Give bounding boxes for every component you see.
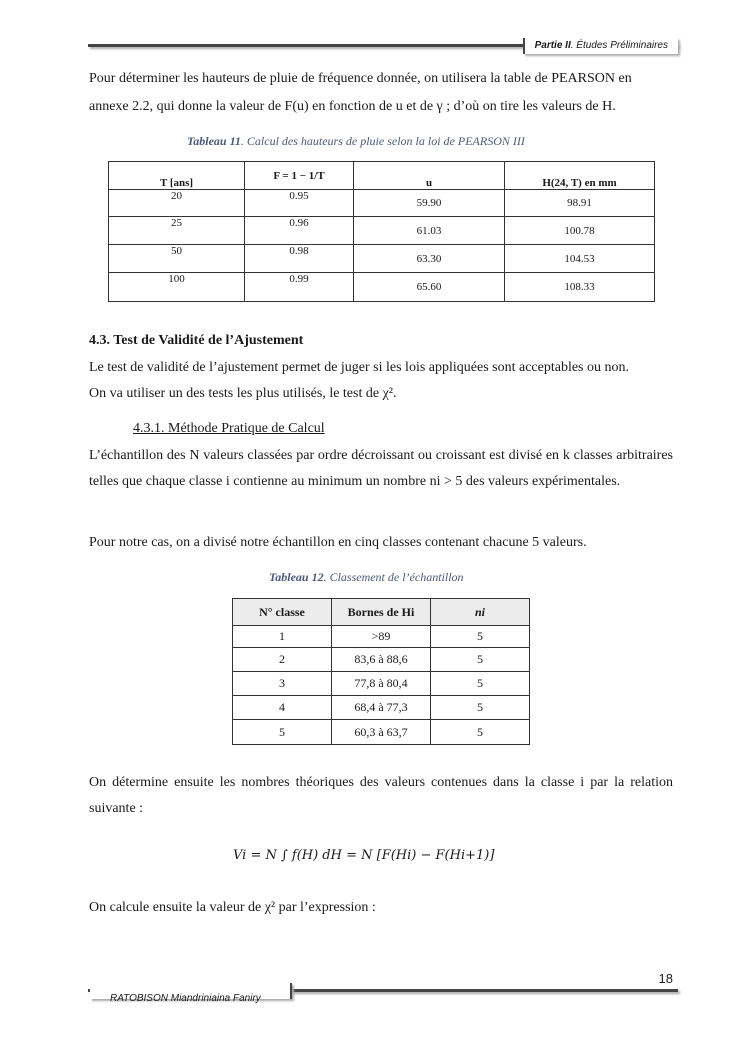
header-part: Partie II: [534, 40, 571, 51]
table11-header-cell: H(24, T) en mm: [505, 162, 655, 190]
table-cell: 68,4 à 77,3: [332, 696, 431, 720]
table11-caption-text: . Calcul des hauteurs de pluie selon la loi de PEARSON III: [240, 134, 525, 148]
table-cell: 63.30: [354, 245, 505, 273]
paragraph-4: Pour notre cas, on a divisé notre échantillon en cinq classes contenant chacune 5 valeurs.: [89, 535, 587, 550]
table-row: [233, 696, 530, 720]
table-cell: 1: [233, 626, 332, 648]
table-cell: >89: [332, 626, 431, 648]
table-cell: 98.91: [505, 190, 655, 217]
equation-vi: Vi = N ∫ f(H) dH = N [F(Hi) − F(Hi+1)]: [233, 848, 495, 863]
section-heading: 4.3. Test de Validité de l’Ajustement: [89, 333, 304, 348]
table12-header-cell: Bornes de Hi: [332, 599, 431, 626]
table-cell: 3: [233, 672, 332, 696]
table-cell: 5: [233, 720, 332, 745]
table-row: [109, 245, 655, 273]
table-cell: 5: [431, 720, 530, 745]
table-11: [108, 161, 655, 302]
table-cell: 5: [431, 626, 530, 648]
table-row: [233, 626, 530, 648]
paragraph-3: L’échantillon des N valeurs classées par ordre décroissant ou croissant est divisé en k classes arbitraires telles que chaque classe i contienne au minimum un nombre ni > 5 des valeurs expérimentales.: [89, 448, 673, 489]
table11-caption-label: Tableau 11: [187, 134, 241, 148]
table-cell: 59.90: [354, 190, 505, 217]
table12-header-cell: ni: [431, 599, 530, 626]
table11-header-cell: T [ans]: [109, 162, 245, 190]
table-cell: 83,6 à 88,6: [332, 648, 431, 672]
table12-header-row: [233, 599, 530, 626]
table-row: [233, 720, 530, 745]
table12-caption-label: Tableau 12: [269, 570, 324, 584]
table12-caption-text: . Classement de l’échantillon: [323, 570, 464, 584]
table-cell: 5: [431, 648, 530, 672]
table-12: [232, 598, 530, 745]
table-cell: 0.98: [245, 245, 354, 273]
paragraph-2a: Le test de validité de l’ajustement permet de juger si les lois appliquées sont acceptables ou non.: [89, 360, 630, 375]
table-cell: 5: [431, 696, 530, 720]
table-row: [109, 190, 655, 217]
paragraph-2b: On va utiliser un des tests les plus utilisés, le test de χ².: [89, 386, 397, 401]
table-cell: 100.78: [505, 217, 655, 245]
header-section: . Études Préliminaires: [570, 40, 668, 51]
table-row: [109, 273, 655, 302]
paragraph-5: On détermine ensuite les nombres théoriques des valeurs contenues dans la classe i par la relation suivante :: [89, 775, 673, 816]
subsection-heading: 4.3.1. Méthode Pratique de Calcul: [133, 421, 325, 436]
table-cell: 60,3 à 63,7: [332, 720, 431, 745]
table-cell: 4: [233, 696, 332, 720]
table11-header-cell: u: [354, 162, 505, 190]
paragraph-1a: Pour déterminer les hauteurs de pluie de fréquence donnée, on utilisera la table de PEARSON en: [89, 71, 632, 86]
table-cell: 104.53: [505, 245, 655, 273]
paragraph-1b: annexe 2.2, qui donne la valeur de F(u) en fonction de u et de γ ; d’où on tire les valeurs de H.: [89, 99, 616, 114]
paragraph-6: On calcule ensuite la valeur de χ² par l’expression :: [89, 900, 376, 915]
table11-header-cell: F = 1 − 1/T: [245, 162, 354, 190]
table-cell: 5: [431, 672, 530, 696]
table-row: [109, 217, 655, 245]
table-cell: 100: [109, 273, 245, 302]
running-header: [523, 38, 678, 54]
table-row: [233, 648, 530, 672]
table-cell: 77,8 à 80,4: [332, 672, 431, 696]
table-cell: 65.60: [354, 273, 505, 302]
page-number: 18: [658, 971, 673, 986]
table-cell: 50: [109, 245, 245, 273]
table-cell: 0.95: [245, 190, 354, 217]
table-cell: 0.99: [245, 273, 354, 302]
table-cell: 25: [109, 217, 245, 245]
table12-header-cell: N° classe: [233, 599, 332, 626]
table-cell: 20: [109, 190, 245, 217]
table11-caption: [187, 134, 525, 149]
table-cell: 61.03: [354, 217, 505, 245]
table12-caption: [269, 570, 464, 585]
table11-header-row: [109, 162, 655, 190]
footer-author: RATOBISON Miandriniaina Faniry: [110, 993, 261, 1004]
table-cell: 2: [233, 648, 332, 672]
table-cell: 108.33: [505, 273, 655, 302]
table-row: [233, 672, 530, 696]
table-cell: 0.96: [245, 217, 354, 245]
